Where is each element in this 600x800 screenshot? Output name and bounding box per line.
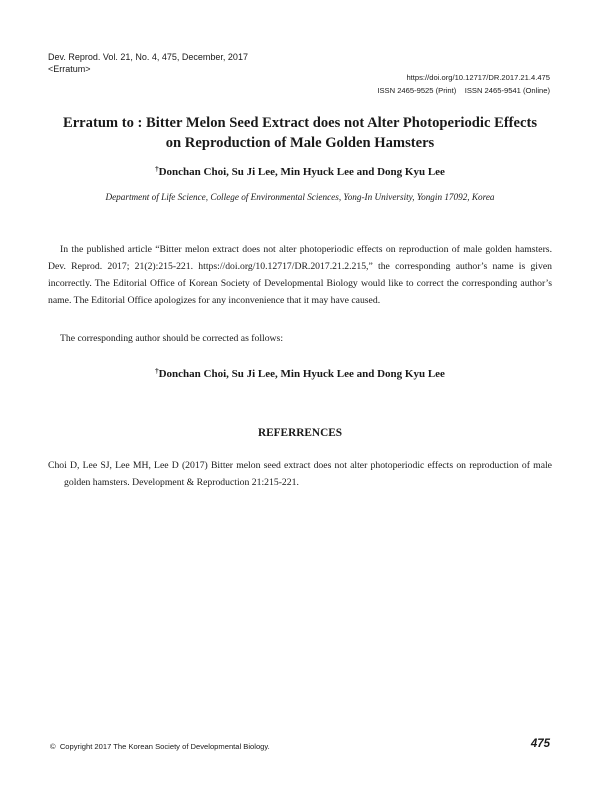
article-title bbox=[40, 113, 560, 153]
corrected-author-names: Donchan Choi, Su Ji Lee, Min Hyuck Lee and Dong Kyu Lee bbox=[158, 368, 445, 380]
references-heading: REFERRENCES bbox=[257, 427, 343, 439]
corrected-author-list bbox=[40, 367, 560, 381]
copyright-notice: © Copyright 2017 The Korean Society of Developmental Biology. bbox=[50, 742, 270, 751]
journal-citation: Dev. Reprod. Vol. 21, No. 4, 475, December, 2017 bbox=[48, 52, 248, 62]
reference-item: Choi D, Lee SJ, Lee MH, Lee D (2017) Bitter melon seed extract does not alter photoperiodic effects on reproduction of male golden hamsters. Development & Reproduction 21:215-221. bbox=[48, 460, 552, 488]
article-type-label: <Erratum> bbox=[48, 63, 91, 74]
journal-header bbox=[48, 52, 248, 75]
correction-intro-paragraph: The corresponding author should be corrected as follows: bbox=[60, 333, 284, 344]
author-names: Donchan Choi, Su Ji Lee, Min Hyuck Lee and Dong Kyu Lee bbox=[158, 166, 445, 178]
page-number: 475 bbox=[530, 738, 550, 750]
doi-issn-block bbox=[377, 71, 550, 97]
doi-link[interactable]: https://doi.org/10.12717/DR.2017.21.4.475 bbox=[406, 73, 550, 82]
article-title-line-1: Erratum to : Bitter Melon Seed Extract does not Alter Photoperiodic Effects bbox=[62, 115, 538, 131]
issn-line: ISSN 2465-9525 (Print) ISSN 2465-9541 (Online) bbox=[377, 86, 550, 95]
corrected-author-mark: † bbox=[155, 367, 159, 375]
article-title-line-2: on Reproduction of Male Golden Hamsters bbox=[165, 135, 435, 151]
corresponding-author-mark: † bbox=[155, 165, 159, 173]
author-list bbox=[40, 165, 560, 179]
erratum-paragraph: In the published article “Bitter melon extract does not alter photoperiodic effects on reproduction of male golden hamsters. Dev. Reprod. 2017; 21(2):215-221. https://doi.org/10.12717/DR.2017.21.2.215,” the corresponding author’s name is given incorrectly. The Editorial Office of Korean Society of Developmental Biology would like to correct the corresponding author’s name. The Editorial Office apologizes for any inconvenience that it may have caused. bbox=[48, 244, 552, 306]
author-affiliation: Department of Life Science, College of Environmental Sciences, Yong-In University, Yongin 17092, Korea bbox=[105, 192, 495, 202]
